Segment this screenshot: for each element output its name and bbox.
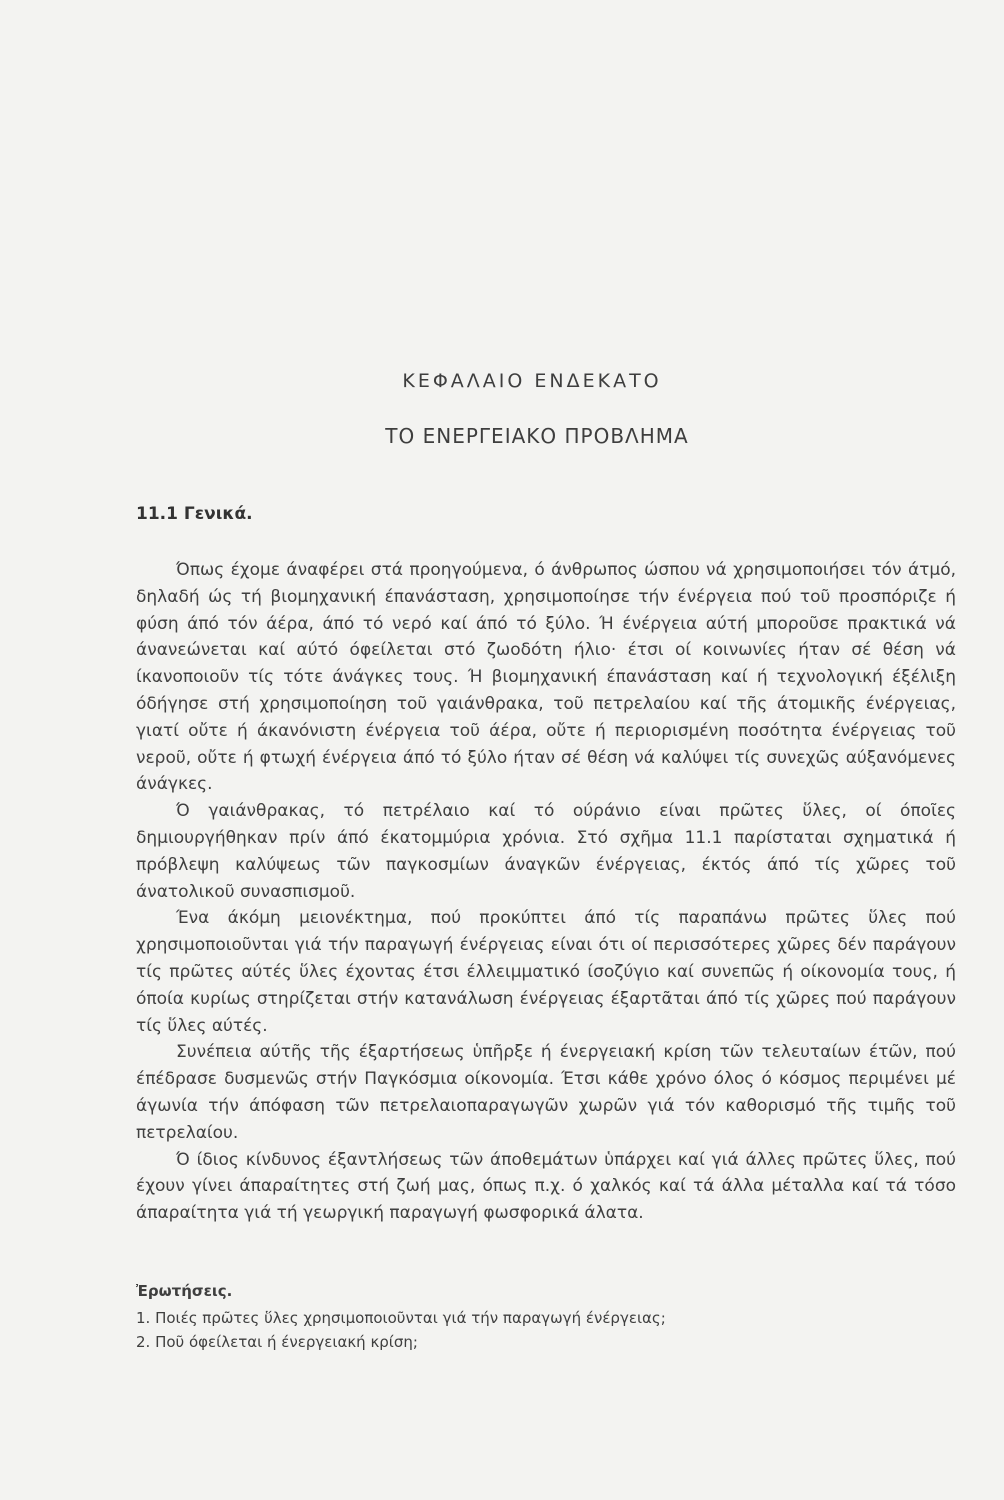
questions-heading: Ἐρωτήσεις. xyxy=(136,1282,233,1300)
question-item: 2. Ποῦ όφείλεται ή ένεργειακή κρίση; xyxy=(136,1333,418,1351)
chapter-label: ΚΕΦΑΛΑΙΟ ΕΝΔΕΚΑΤΟ xyxy=(402,370,662,392)
section-body xyxy=(136,557,956,1227)
section-heading: 11.1 Γενικά. xyxy=(136,504,253,524)
paragraph: Συνέπεια αύτῆς τῆς έξαρτήσεως ὑπῆρξε ή ένεργειακή κρίση τῶν τελευταίων έτῶν, πού έπέδρασε δυσμενῶς στήν Παγκόσμια οίκονομία. Έτσι κάθε χρόνο όλος ό κόσμος περιμένει μέ άγωνία τήν άπόφαση τῶν πετρελαιοπαραγωγῶν χωρῶν γιά τόν καθορισμό τῆς τιμῆς τοῦ πετρελαίου. xyxy=(136,1042,956,1143)
paragraph: Ένα άκόμη μειονέκτημα, πού προκύπτει άπό τίς παραπάνω πρῶτες ὕλες πού χρησιμοποιοῦνται γιά τήν παραγωγή ένέργειας είναι ότι οί περισσότερες χῶρες δέν παράγουν τίς πρῶτες αύτές ὕλες έχοντας έτσι έλλειμματικό ίσοζύγιο καί συνεπῶς ή οίκονομία τους, ή όποία κυρίως στηρίζεται στήν κατανάλωση ένέργειας έξαρτᾶται άπό τίς χῶρες πού παράγουν τίς ὕλες αύτές. xyxy=(136,908,956,1036)
chapter-title: ΤΟ ΕΝΕΡΓΕΙΑΚΟ ΠΡΟΒΛΗΜΑ xyxy=(385,424,689,448)
question-item: 1. Ποιές πρῶτες ὕλες χρησιμοποιοῦνται γιά τήν παραγωγή ένέργειας; xyxy=(136,1309,666,1327)
paragraph: Ό ίδιος κίνδυνος έξαντλήσεως τῶν άποθεμάτων ὑπάρχει καί γιά άλλες πρῶτες ὕλες, πού έχουν γίνει άπαραίτητες στή ζωή μας, όπως π.χ. ό χαλκός καί τά άλλα μέταλλα καί τά τόσο άπαραίτητα γιά τή γεωργική παραγωγή φωσφορικά άλατα. xyxy=(136,1149,956,1224)
paragraph: Ό γαιάνθρακας, τό πετρέλαιο καί τό ούράνιο είναι πρῶτες ὕλες, οί όποῖες δημιουργήθηκαν πρίν άπό έκατομμύρια χρόνια. Στό σχῆμα 11.1 παρίσταται σχηματικά ή πρόβλεψη καλύψεως τῶν παγκοσμίων άναγκῶν ένέργειας, έκτός άπό τίς χῶρες τοῦ άνατολικοῦ συνασπισμοῦ. xyxy=(136,801,956,902)
paragraph: Όπως έχομε άναφέρει στά προηγούμενα, ό άνθρωπος ώσπου νά χρησιμοποιήσει τόν άτμό, δηλαδή ώς τή βιομηχανική έπανάσταση, χρησιμοποίησε τήν ένέργεια πού τοῦ προσπόριζε ή φύση άπό τόν άέρα, άπό τό νερό καί άπό τό ξύλο. Ή ένέργεια αύτή μποροῦσε πρακτικά νά άνανεώνεται καί αύτό όφείλεται στό ζωοδότη ήλιο· έτσι οί κοινωνίες ήταν σέ θέση νά ίκανοποιοῦν τίς τότε άνάγκες τους. Ή βιομηχανική έπανάσταση καί ή τεχνολογική έξέλιξη όδήγησε στή χρησιμοποίηση τοῦ γαιάνθρακα, τοῦ πετρελαίου καί τῆς άτομικῆς ένέργειας, γιατί οὔτε ή άκανόνιστη ένέργεια τοῦ άέρα, οὔτε ή περιορισμένη ποσότητα ένέργειας τοῦ νεροῦ, οὔτε ή φτωχή ένέργεια άπό τό ξύλο ήταν σέ θέση νά καλύψει τίς συνεχῶς αύξανόμενες άνάγκες. xyxy=(136,560,956,795)
questions-block xyxy=(136,1282,956,1354)
